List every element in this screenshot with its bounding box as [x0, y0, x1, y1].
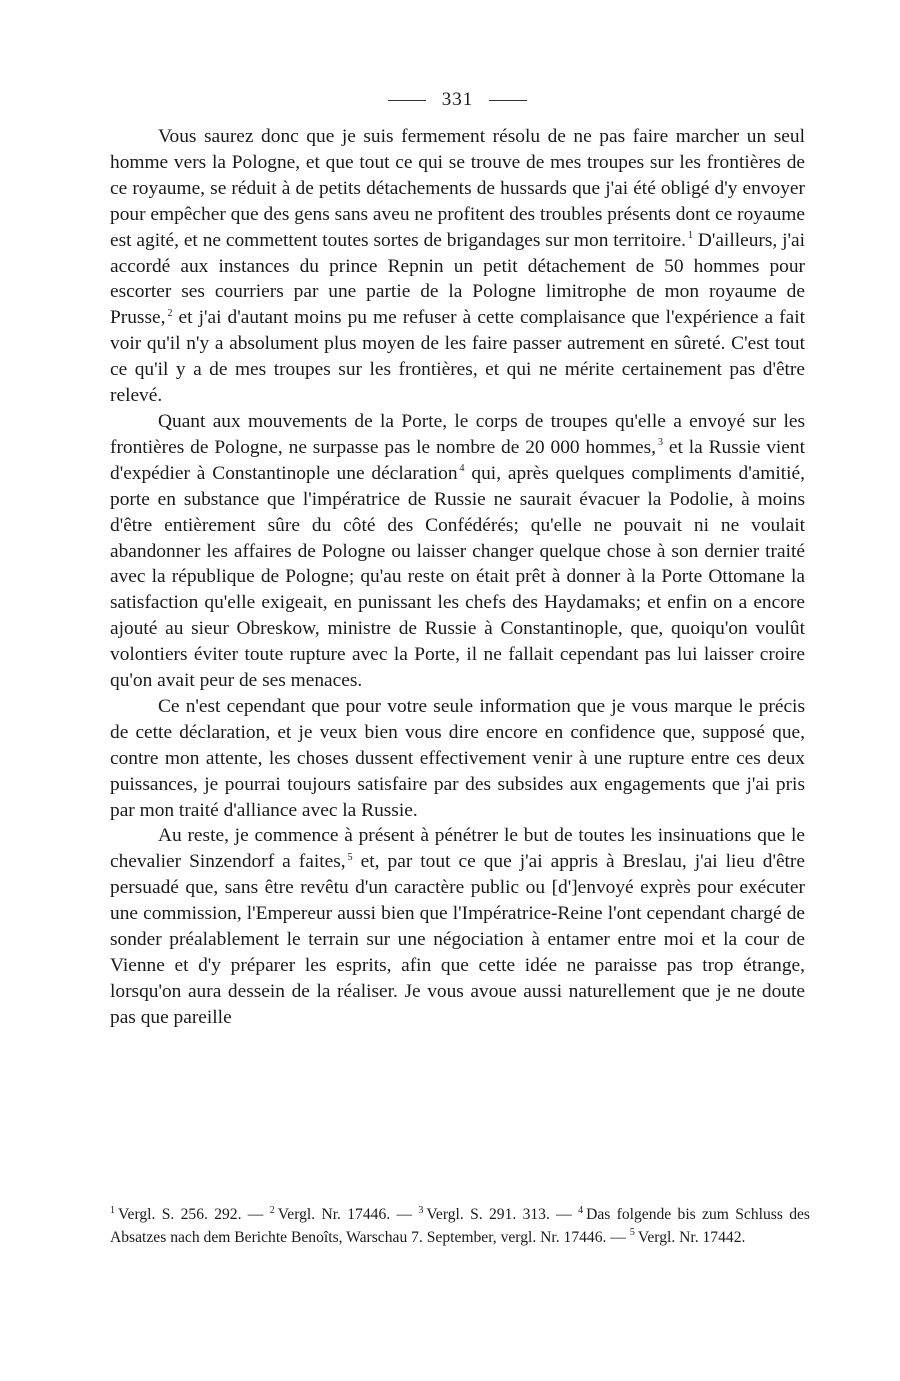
paragraph-text: Vous saurez donc que je suis fermement résolu de ne pas faire marcher un seul homme vers la Pologne, et que tout ce qui se trouve de mes troupes sur les frontières de ce royaume, se réduit à de petits détachements de hussards que j'ai été obligé d'y envoyer pour empêcher que des gens sans aveu ne profitent des troubles présents dont ce royaume est agité, et ne commettent toutes sortes de brigandages sur mon territoire.	[110, 126, 805, 251]
footnote-marker: 1	[687, 230, 693, 242]
paragraph-text: Ce n'est cependant que pour votre seule information que je vous marque le précis de cette déclaration, et je veux bien vous dire encore en confidence que, supposé que, contre mon attente, les choses dussent effectivement venir à une rupture entre ces deux puissances, je pourrai toujours satisfaire par des subsides aux engagements que j'ai pris par mon traité d'alliance avec la Russie.	[110, 695, 805, 821]
footnote-marker: 4	[459, 463, 465, 475]
paragraph	[110, 409, 805, 694]
header-rule-left	[388, 100, 426, 101]
footnote-marker: 5	[347, 851, 353, 863]
body-text	[110, 124, 805, 1031]
page-number: 331	[441, 89, 474, 110]
paragraph-text: Au reste, je commence à présent à pénétrer le but de toutes les insinuations que le chevalier Sinzendorf a faites,	[110, 825, 805, 873]
footnote-number: 2	[269, 1204, 275, 1216]
footnote-number: 5	[629, 1227, 635, 1239]
paragraph	[110, 823, 805, 1030]
paragraph-text: et, par tout ce que j'ai appris à Breslau, j'ai lieu d'être persuadé que, sans être revêtu d'un caractère public ou [d']envoyé exprès pour exécuter une commission, l'Empereur aussi bien que l'Impératrice-Reine l'ont cependant chargé de sonder préalablement le terrain sur une négociation à entamer entre moi et la cour de Vienne et d'y préparer les esprits, afin que cette idée ne paraisse pas trop étrange, lorsqu'on aura dessein de la réaliser. Je vous avoue aussi naturellement que je ne doute pas que pareille	[110, 851, 805, 1028]
footnotes	[110, 1204, 810, 1249]
footnote-text: Vergl. Nr. 17442.	[637, 1228, 746, 1246]
paragraph-text: qui, après quelques compliments d'amitié, porte en substance que l'impératrice de Russie ne saurait évacuer la Podolie, à moins d'être entièrement sûre du côté des Confédérés; qu'elle ne pouvait ni ne voulait abandonner les affaires de Pologne ou laisser changer quelque chose à son dernier traité avec la république de Pologne; qu'au reste on était prêt à donner à la Porte Ottomane la satisfaction qu'elle exigeait, en punissant les chefs des Haydamaks; et enfin on a encore ajouté au sieur Obreskow, ministre de Russie à Constantinople, que, quoiqu'on voulût volontiers éviter toute rupture avec la Porte, il ne fallait cependant pas lui laisser croire qu'on avait peur de ses menaces.	[110, 462, 805, 692]
footnote-text: Vergl. S. 256. 292. —	[118, 1206, 264, 1223]
footnote-number: 1	[110, 1204, 115, 1216]
paragraph	[110, 694, 805, 824]
page	[110, 82, 805, 1031]
paragraph-text: Quant aux mouvements de la Porte, le corps de troupes qu'elle a envoyé sur les frontières de Pologne, ne surpasse pas le nombre de 20 000 hommes,	[110, 410, 805, 458]
footnote-text: Vergl. S. 291. 313. —	[426, 1206, 572, 1223]
footnote-marker: 3	[658, 437, 664, 449]
paragraph-text: et j'ai d'autant moins pu me refuser à cette complaisance que l'expérience a fait voir qu'il n'y a absolument plus moyen de les faire passer autrement en sûreté. C'est tout ce qu'il y a de mes troupes sur les frontières, et qui ne mérite certainement pas d'être relevé.	[110, 307, 805, 407]
footnote-number: 3	[418, 1204, 424, 1216]
running-head	[110, 82, 805, 118]
footnote-marker: 2	[167, 307, 173, 319]
paragraph	[110, 124, 805, 409]
header-rule-right	[489, 100, 527, 101]
footnote-text: Vergl. Nr. 17446. —	[277, 1206, 413, 1223]
footnote-line	[110, 1204, 810, 1249]
paragraph-text: D'ailleurs, j'ai accordé aux instances du prince Repnin un petit détachement de 50 hommes pour escorter ses courriers par une partie de la Pologne limitrophe de mon royaume de Prusse,	[110, 229, 805, 329]
footnote-number: 4	[578, 1204, 584, 1216]
footnote-text: Das folgende bis zum Schluss des Absatzes nach dem Berichte Benoîts, Warschau 7. September, vergl. Nr. 17446. —	[110, 1206, 810, 1246]
paragraph-text: et la Russie vient d'expédier à Constantinople une déclaration	[110, 436, 805, 484]
